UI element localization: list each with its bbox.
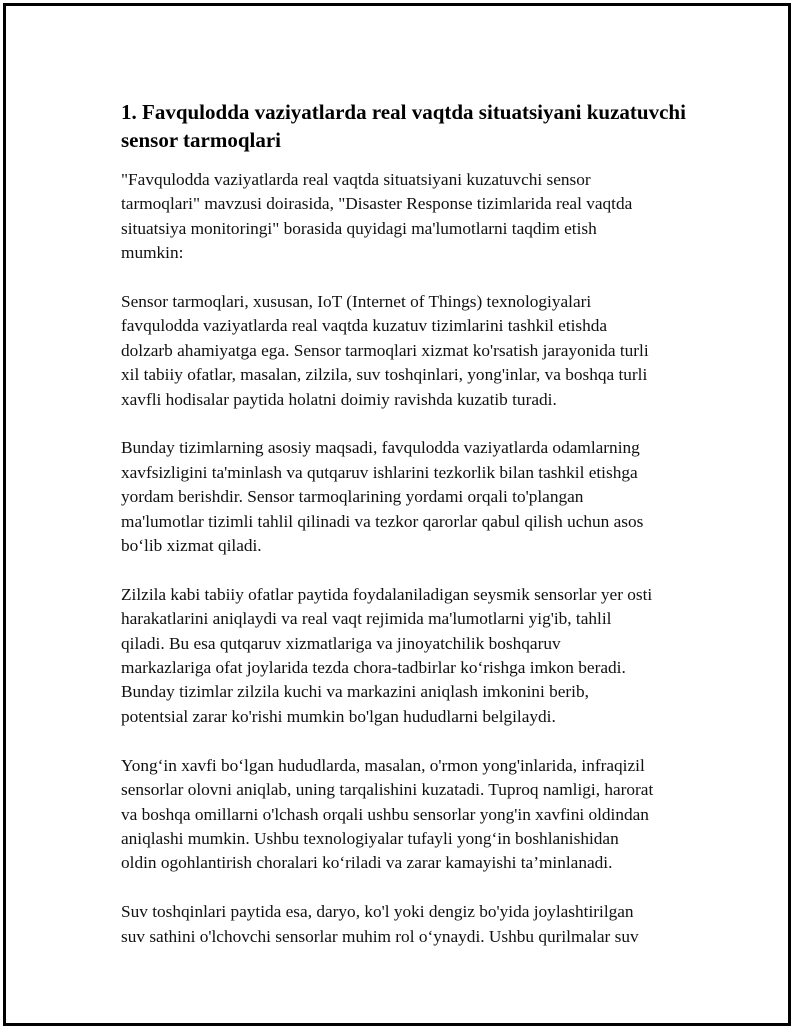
paragraph-sensor-networks: Sensor tarmoqlari, xususan, IoT (Internet of Things) texnologiyalari favqulodda vaziyatlarda real vaqtda kuzatuv tizimlarini tashkil etishda dolzarb ahamiyatga ega. Sensor tarmoqlari xizmat ko'rsatish jarayonida turli xil tabiiy ofatlar, masalan, zilzila, suv toshqinlari, yong'inlar, va boshqa turli xavfli hodisalar paytida holatni doimiy ravishda kuzatib turadi. <box>121 292 649 409</box>
paragraph-intro: "Favqulodda vaziyatlarda real vaqtda situatsiyani kuzatuvchi sensor tarmoqlari" mavzusi doirasida, "Disaster Response tizimlarida real vaqtda situatsiya monitoringi" borasida quyidagi ma'lumotlarni taqdim etish mumkin: <box>121 170 633 263</box>
paragraph-earthquake-sensors: Zilzila kabi tabiiy ofatlar paytida foydalaniladigan seysmik sensorlar yer osti harakatlarini aniqlaydi va real vaqt rejimida ma'lumotlarni yig'ib, tahlil qiladi. Bu esa qutqaruv xizmatlariga va jinoyatchilik boshqaruv markazlariga ofat joylarida tezda chora-tadbirlar ko‘rishga imkon beradi. Bunday tizimlar zilzila kuchi va markazini aniqlash imkonini berib, potentsial zarar ko'rishi mumkin bo'lgan hududlarni belgilaydi. <box>121 584 653 726</box>
paragraph-system-goals: Bunday tizimlarning asosiy maqsadi, favqulodda vaziyatlarda odamlarning xavfsizligini ta'minlash va qutqaruv ishlarini tezkorlik bilan tashkil etishga yordam berishdir. Sensor tarmoqlarining yordami orqali to'plangan ma'lumotlar tizimli tahlil qilinadi va tezkor qarorlar qabul qilish uchun asos bo‘lib xizmat qiladi. <box>121 438 644 556</box>
paragraph-flood-sensors: Suv toshqinlari paytida esa, daryo, ko'l yoki dengiz bo'yida joylashtirilgan suv sathini o'lchovchi sensorlar muhim rol o‘ynaydi. Ushbu qurilmalar suv <box>121 902 639 946</box>
paragraph-fire-sensors: Yong‘in xavfi bo‘lgan hududlarda, masalan, o'rmon yong'inlarida, infraqizil sensorlar olovni aniqlab, uning tarqalishini kuzatadi. Tuproq namligi, harorat va boshqa omillarni o'lchash orqali ushbu sensorlar yong'in xavfini oldindan aniqlashi mumkin. Ushbu texnologiyalar tufayli yong‘in boshlanishidan oldin ogohlantirish choralari ko‘riladi va zarar kamayishi ta’minlanadi. <box>121 755 654 873</box>
section-heading: 1. Favqulodda vaziyatlarda real vaqtda situatsiyani kuzatuvchi sensor tarmoqlari <box>121 100 686 152</box>
document-body <box>121 98 701 973</box>
document-page <box>3 3 791 1026</box>
